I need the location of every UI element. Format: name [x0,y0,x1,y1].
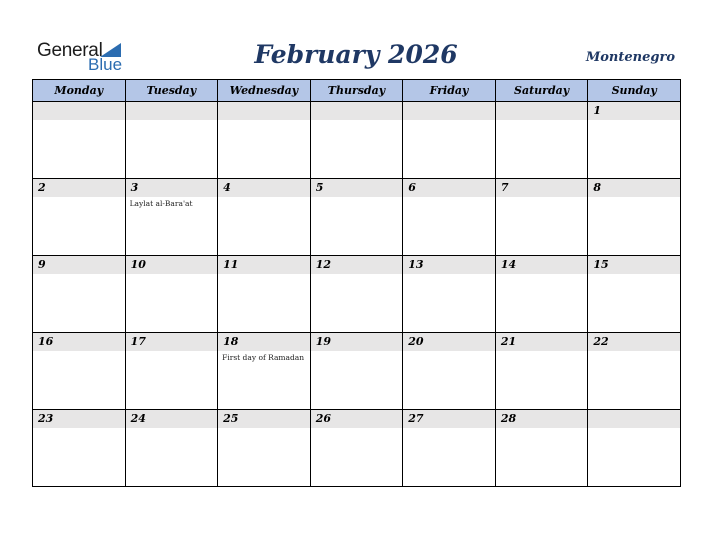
day-cell [125,256,218,333]
day-number: 27 [403,410,495,428]
day-number: 6 [403,179,495,197]
weekday-sunday: Sunday [588,80,681,102]
calendar-grid [32,79,681,487]
day-number [33,102,125,120]
day-number: 4 [218,179,310,197]
day-number: 23 [33,410,125,428]
day-cell [588,102,681,179]
day-number: 22 [588,333,680,351]
day-cell [495,102,588,179]
day-number: 9 [33,256,125,274]
day-cell [310,102,403,179]
day-cell [218,102,311,179]
day-cell [495,256,588,333]
day-cell [125,179,218,256]
day-cell [403,410,496,487]
day-cell [403,179,496,256]
logo-general-text: General [37,40,103,61]
day-cell [588,256,681,333]
day-number: 21 [496,333,588,351]
day-number [403,102,495,120]
day-cell [125,102,218,179]
day-number: 7 [496,179,588,197]
weekday-tuesday: Tuesday [125,80,218,102]
day-cell [33,102,126,179]
day-cell [495,179,588,256]
day-number: 5 [311,179,403,197]
day-number: 10 [126,256,218,274]
weekday-thursday: Thursday [310,80,403,102]
day-cell [495,333,588,410]
day-number: 2 [33,179,125,197]
week-row [33,410,681,487]
day-cell [125,333,218,410]
day-number: 12 [311,256,403,274]
weekday-monday: Monday [33,80,126,102]
day-number: 11 [218,256,310,274]
week-row [33,256,681,333]
holiday-event: First day of Ramadan [222,353,305,362]
day-cell [310,179,403,256]
weekday-wednesday: Wednesday [218,80,311,102]
day-number: 1 [588,102,680,120]
calendar-title: February 2026 [254,40,458,69]
day-number [126,102,218,120]
day-cell [588,179,681,256]
day-cell [310,410,403,487]
day-number: 25 [218,410,310,428]
day-cell [33,410,126,487]
day-number: 13 [403,256,495,274]
day-number: 15 [588,256,680,274]
day-number [496,102,588,120]
day-number: 3 [126,179,218,197]
day-number: 20 [403,333,495,351]
day-cell [218,256,311,333]
week-row [33,179,681,256]
weekday-saturday: Saturday [495,80,588,102]
day-cell [310,333,403,410]
weekday-header-row [33,80,681,102]
day-cell [218,179,311,256]
day-number: 19 [311,333,403,351]
week-row [33,333,681,410]
day-number: 14 [496,256,588,274]
day-cell [588,410,681,487]
day-cell [495,410,588,487]
day-cell [310,256,403,333]
day-cell [218,333,311,410]
logo-blue-text: Blue [88,55,123,74]
day-cell [403,256,496,333]
day-number: 28 [496,410,588,428]
day-number [588,410,680,428]
day-cell [125,410,218,487]
week-row [33,102,681,179]
holiday-event: Laylat al-Bara'at [129,199,193,208]
day-cell [33,179,126,256]
day-cell [403,333,496,410]
day-cell [218,410,311,487]
day-number: 16 [33,333,125,351]
day-cell [403,102,496,179]
country-label: Montenegro [585,50,675,65]
day-number [218,102,310,120]
weekday-friday: Friday [403,80,496,102]
day-number: 24 [126,410,218,428]
day-number: 18 [218,333,310,351]
day-number [311,102,403,120]
day-number: 17 [126,333,218,351]
day-number: 26 [311,410,403,428]
day-cell [33,256,126,333]
day-number: 8 [588,179,680,197]
day-cell [588,333,681,410]
day-cell [33,333,126,410]
